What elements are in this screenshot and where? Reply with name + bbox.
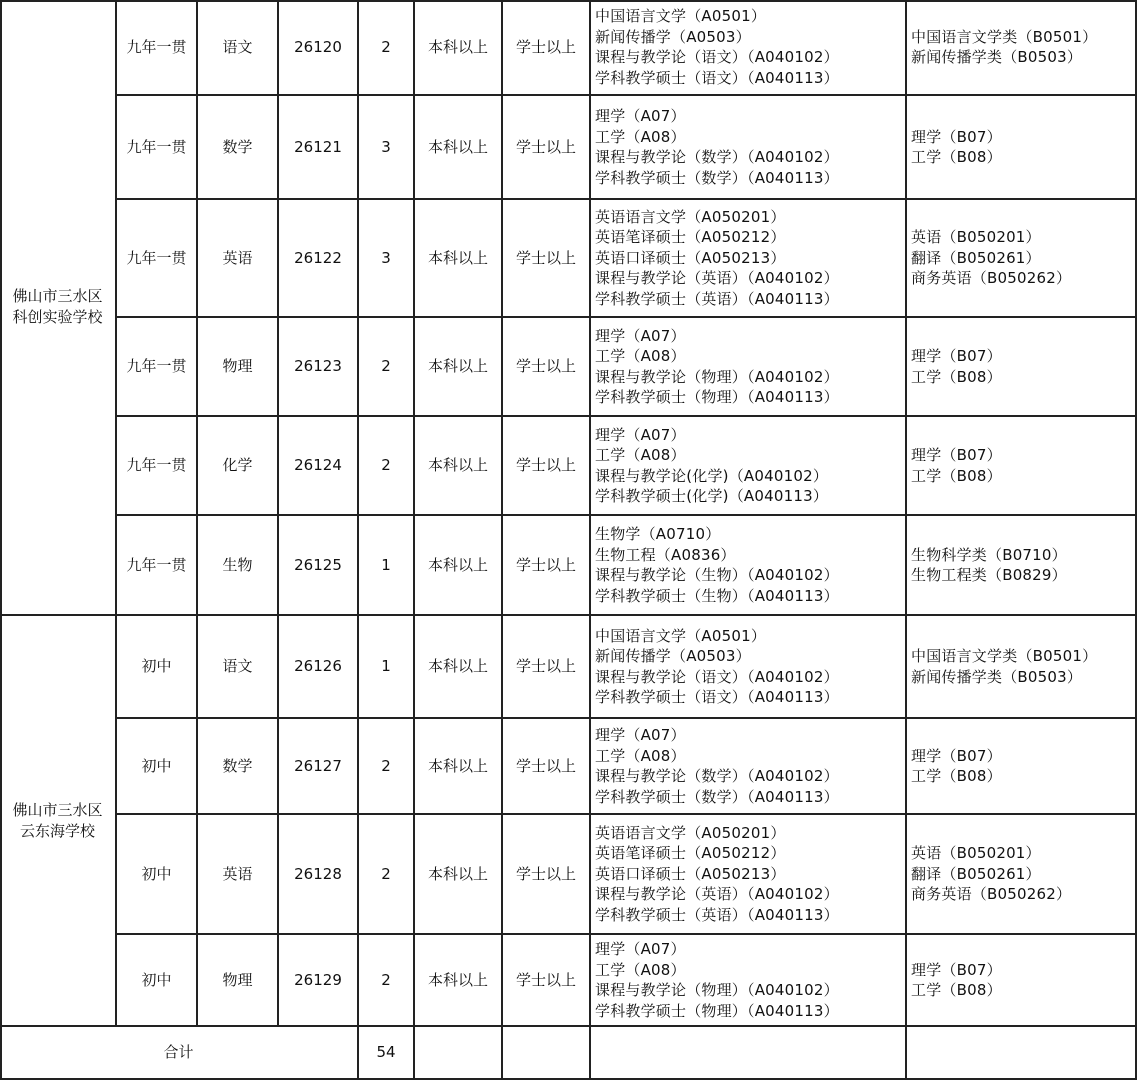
undergrad-majors-cell — [907, 815, 1137, 935]
code-value: 26126 — [294, 657, 342, 676]
degree-value: 学士以上 — [515, 137, 576, 156]
count-value: 1 — [381, 657, 391, 676]
school-name-line: 科创实验学校 — [12, 308, 103, 326]
graduate-majors-cell — [591, 417, 907, 516]
graduate-major-line: 理学（A07） — [595, 107, 686, 125]
edu-value: 本科以上 — [427, 456, 488, 475]
undergrad-major-line: 生物工程类（B0829） — [911, 566, 1067, 584]
subject-value: 物理 — [222, 970, 253, 989]
subject-value: 语文 — [222, 37, 253, 56]
edu-value: 本科以上 — [427, 555, 488, 574]
graduate-major-line: 课程与教学论（语文）（A040102） — [595, 48, 839, 66]
degree-cell — [503, 935, 591, 1027]
graduate-major-line: 理学（A07） — [595, 425, 686, 444]
subject-value: 英语 — [222, 248, 253, 267]
undergrad-majors-cell — [907, 417, 1137, 516]
edu-cell — [415, 815, 503, 935]
undergrad-major-line: 英语（B050201） — [911, 228, 1041, 247]
total-count-cell — [359, 1027, 415, 1080]
undergrad-major-line: 生物科学类（B0710） — [911, 545, 1067, 564]
subject-cell — [198, 200, 279, 318]
graduate-major-line: 英语语言文学（A050201） — [595, 823, 786, 842]
undergrad-major-line: 工学（B08） — [911, 367, 1002, 386]
code-value: 26124 — [294, 456, 342, 475]
undergrad-major-line: 理学（B07） — [911, 127, 1002, 146]
subject-cell — [198, 935, 279, 1027]
undergrad-majors-cell — [907, 96, 1137, 200]
graduate-major-line: 工学（A08） — [595, 127, 686, 146]
undergrad-major-line: 工学（B08） — [911, 767, 1002, 785]
degree-cell — [503, 96, 591, 200]
segment-cell — [117, 0, 198, 96]
graduate-majors-cell — [591, 719, 907, 815]
segment-value: 初中 — [141, 657, 172, 676]
graduate-major-line: 课程与教学论（数学）（A040102） — [595, 148, 839, 166]
code-cell — [279, 616, 359, 719]
count-cell — [359, 815, 415, 935]
undergrad-majors-cell — [907, 516, 1137, 616]
code-value: 26121 — [294, 137, 342, 156]
graduate-major-line: 课程与教学论（物理）（A040102） — [595, 981, 839, 999]
undergrad-major-line: 工学（B08） — [911, 466, 1002, 485]
graduate-majors-cell — [591, 516, 907, 616]
graduate-major-line: 工学（A08） — [595, 960, 686, 979]
code-value: 26123 — [294, 357, 342, 376]
count-value: 2 — [381, 756, 391, 775]
graduate-major-line: 课程与教学论(化学)（A040102） — [595, 466, 829, 485]
segment-cell — [117, 815, 198, 935]
undergrad-majors-cell — [907, 318, 1137, 417]
degree-cell — [503, 318, 591, 417]
graduate-major-line: 英语语言文学（A050201） — [595, 207, 786, 226]
edu-cell — [415, 96, 503, 200]
graduate-majors-cell — [591, 200, 907, 318]
degree-value: 学士以上 — [515, 37, 576, 56]
graduate-major-line: 学科教学硕士（数学）（A040113） — [595, 168, 839, 187]
subject-value: 化学 — [222, 456, 253, 475]
undergrad-major-line: 商务英语（B050262） — [911, 269, 1072, 288]
subject-cell — [198, 417, 279, 516]
segment-value: 九年一贯 — [126, 456, 187, 475]
subject-cell — [198, 318, 279, 417]
graduate-majors-cell — [591, 616, 907, 719]
graduate-major-line: 理学（A07） — [595, 726, 686, 744]
graduate-major-line: 课程与教学论（生物）（A040102） — [595, 566, 839, 584]
degree-value: 学士以上 — [515, 357, 576, 376]
total-count: 54 — [376, 1043, 396, 1062]
undergrad-major-line: 理学（B07） — [911, 746, 1002, 765]
total-empty-cell — [503, 1027, 591, 1080]
count-value: 2 — [381, 456, 391, 475]
edu-cell — [415, 516, 503, 616]
graduate-majors-cell — [591, 0, 907, 96]
degree-value: 学士以上 — [515, 456, 576, 475]
degree-cell — [503, 616, 591, 719]
graduate-major-line: 理学（A07） — [595, 326, 686, 345]
subject-cell — [198, 96, 279, 200]
graduate-major-line: 课程与教学论（数学）（A040102） — [595, 767, 839, 785]
graduate-major-line: 课程与教学论（英语）（A040102） — [595, 885, 839, 904]
graduate-major-line: 工学（A08） — [595, 746, 686, 765]
segment-value: 初中 — [141, 970, 172, 989]
subject-value: 数学 — [222, 756, 253, 775]
graduate-major-line: 生物工程（A0836） — [595, 545, 736, 564]
edu-value: 本科以上 — [427, 657, 488, 676]
graduate-major-line: 中国语言文学（A0501） — [595, 626, 767, 645]
code-value: 26128 — [294, 864, 342, 883]
count-cell — [359, 318, 415, 417]
code-value: 26129 — [294, 970, 342, 989]
graduate-major-line: 英语口译硕士（A050213） — [595, 864, 786, 883]
edu-value: 本科以上 — [427, 248, 488, 267]
subject-cell — [198, 719, 279, 815]
total-label: 合计 — [163, 1043, 194, 1062]
undergrad-majors-cell — [907, 200, 1137, 318]
total-label-cell — [0, 1027, 359, 1080]
total-empty-cell — [415, 1027, 503, 1080]
graduate-major-line: 学科教学硕士（语文）（A040113） — [595, 68, 839, 87]
count-value: 2 — [381, 357, 391, 376]
code-cell — [279, 815, 359, 935]
graduate-major-line: 课程与教学论（英语）（A040102） — [595, 269, 839, 288]
degree-value: 学士以上 — [515, 864, 576, 883]
count-cell — [359, 96, 415, 200]
segment-cell — [117, 417, 198, 516]
undergrad-major-line: 新闻传播学类（B0503） — [911, 667, 1083, 686]
code-value: 26122 — [294, 248, 342, 267]
code-cell — [279, 200, 359, 318]
subject-cell — [198, 616, 279, 719]
code-value: 26127 — [294, 756, 342, 775]
graduate-majors-cell — [591, 318, 907, 417]
code-cell — [279, 516, 359, 616]
graduate-major-line: 学科教学硕士（物理）（A040113） — [595, 1001, 839, 1020]
undergrad-major-line: 工学（B08） — [911, 148, 1002, 166]
undergrad-major-line: 中国语言文学类（B0501） — [911, 27, 1098, 46]
degree-cell — [503, 815, 591, 935]
edu-value: 本科以上 — [427, 357, 488, 376]
edu-value: 本科以上 — [427, 756, 488, 775]
subject-value: 英语 — [222, 864, 253, 883]
degree-cell — [503, 516, 591, 616]
total-empty-cell — [591, 1027, 907, 1080]
edu-cell — [415, 417, 503, 516]
count-value: 3 — [381, 248, 391, 267]
total-empty-cell — [907, 1027, 1137, 1080]
graduate-major-line: 英语笔译硕士（A050212） — [595, 228, 786, 247]
graduate-major-line: 学科教学硕士（英语）（A040113） — [595, 905, 839, 924]
school-name-cell — [0, 616, 117, 1027]
subject-cell — [198, 815, 279, 935]
segment-cell — [117, 616, 198, 719]
edu-value: 本科以上 — [427, 37, 488, 56]
graduate-major-line: 英语笔译硕士（A050212） — [595, 844, 786, 863]
graduate-majors-cell — [591, 815, 907, 935]
undergrad-major-line: 新闻传播学类（B0503） — [911, 48, 1083, 66]
undergrad-major-line: 工学（B08） — [911, 981, 1002, 999]
count-value: 2 — [381, 970, 391, 989]
graduate-majors-cell — [591, 96, 907, 200]
graduate-major-line: 理学（A07） — [595, 940, 686, 958]
graduate-major-line: 学科教学硕士（物理）（A040113） — [595, 388, 839, 406]
graduate-major-line: 学科教学硕士（英语）（A040113） — [595, 289, 839, 308]
edu-cell — [415, 318, 503, 417]
undergrad-major-line: 理学（B07） — [911, 446, 1002, 464]
count-cell — [359, 935, 415, 1027]
count-value: 2 — [381, 864, 391, 883]
subject-cell — [198, 516, 279, 616]
subject-value: 数学 — [222, 137, 253, 156]
count-cell — [359, 200, 415, 318]
degree-value: 学士以上 — [515, 756, 576, 775]
segment-value: 九年一贯 — [126, 248, 187, 267]
count-value: 3 — [381, 137, 391, 156]
count-value: 1 — [381, 555, 391, 574]
code-cell — [279, 0, 359, 96]
segment-value: 九年一贯 — [126, 37, 187, 56]
school-name-line: 云东海学校 — [19, 821, 95, 840]
count-cell — [359, 417, 415, 516]
graduate-major-line: 学科教学硕士（生物）（A040113） — [595, 586, 839, 605]
graduate-major-line: 新闻传播学（A0503） — [595, 27, 751, 46]
degree-cell — [503, 417, 591, 516]
count-cell — [359, 516, 415, 616]
undergrad-major-line: 中国语言文学类（B0501） — [911, 647, 1098, 665]
segment-cell — [117, 318, 198, 417]
segment-value: 九年一贯 — [126, 555, 187, 574]
edu-value: 本科以上 — [427, 970, 488, 989]
graduate-major-line: 学科教学硕士(化学)（A040113） — [595, 487, 829, 505]
graduate-major-line: 学科教学硕士（数学）（A040113） — [595, 787, 839, 806]
segment-value: 初中 — [141, 864, 172, 883]
graduate-major-line: 学科教学硕士（语文）（A040113） — [595, 688, 839, 706]
graduate-major-line: 生物学（A0710） — [595, 525, 721, 543]
undergrad-major-line: 英语（B050201） — [911, 844, 1041, 863]
graduate-major-line: 新闻传播学（A0503） — [595, 647, 751, 665]
degree-cell — [503, 0, 591, 96]
segment-cell — [117, 96, 198, 200]
degree-cell — [503, 200, 591, 318]
code-value: 26120 — [294, 37, 342, 56]
edu-cell — [415, 935, 503, 1027]
subject-value: 生物 — [222, 555, 253, 574]
graduate-major-line: 中国语言文学（A0501） — [595, 7, 767, 25]
undergrad-major-line: 翻译（B050261） — [911, 248, 1041, 267]
segment-cell — [117, 935, 198, 1027]
graduate-major-line: 工学（A08） — [595, 446, 686, 464]
undergrad-major-line: 商务英语（B050262） — [911, 885, 1072, 904]
edu-cell — [415, 200, 503, 318]
segment-value: 九年一贯 — [126, 137, 187, 156]
graduate-major-line: 课程与教学论（语文）（A040102） — [595, 667, 839, 686]
segment-cell — [117, 719, 198, 815]
code-cell — [279, 935, 359, 1027]
count-cell — [359, 0, 415, 96]
segment-value: 九年一贯 — [126, 357, 187, 376]
school-name-line: 佛山市三水区 — [12, 287, 103, 305]
subject-value: 语文 — [222, 657, 253, 676]
degree-value: 学士以上 — [515, 555, 576, 574]
segment-value: 初中 — [141, 756, 172, 775]
degree-cell — [503, 719, 591, 815]
edu-cell — [415, 719, 503, 815]
edu-value: 本科以上 — [427, 864, 488, 883]
graduate-major-line: 工学（A08） — [595, 347, 686, 365]
graduate-majors-cell — [591, 935, 907, 1027]
edu-cell — [415, 616, 503, 719]
undergrad-majors-cell — [907, 935, 1137, 1027]
undergrad-major-line: 翻译（B050261） — [911, 864, 1041, 883]
undergrad-majors-cell — [907, 719, 1137, 815]
undergrad-major-line: 理学（B07） — [911, 347, 1002, 365]
code-value: 26125 — [294, 555, 342, 574]
subject-value: 物理 — [222, 357, 253, 376]
count-value: 2 — [381, 37, 391, 56]
graduate-major-line: 英语口译硕士（A050213） — [595, 248, 786, 267]
undergrad-major-line: 理学（B07） — [911, 960, 1002, 979]
edu-cell — [415, 0, 503, 96]
segment-cell — [117, 200, 198, 318]
degree-value: 学士以上 — [515, 970, 576, 989]
subject-cell — [198, 0, 279, 96]
code-cell — [279, 96, 359, 200]
degree-value: 学士以上 — [515, 657, 576, 676]
count-cell — [359, 616, 415, 719]
code-cell — [279, 318, 359, 417]
edu-value: 本科以上 — [427, 137, 488, 156]
school-name-cell — [0, 0, 117, 616]
graduate-major-line: 课程与教学论（物理）（A040102） — [595, 367, 839, 386]
school-name-line: 佛山市三水区 — [12, 800, 103, 819]
code-cell — [279, 719, 359, 815]
undergrad-majors-cell — [907, 616, 1137, 719]
undergrad-majors-cell — [907, 0, 1137, 96]
segment-cell — [117, 516, 198, 616]
code-cell — [279, 417, 359, 516]
count-cell — [359, 719, 415, 815]
degree-value: 学士以上 — [515, 248, 576, 267]
